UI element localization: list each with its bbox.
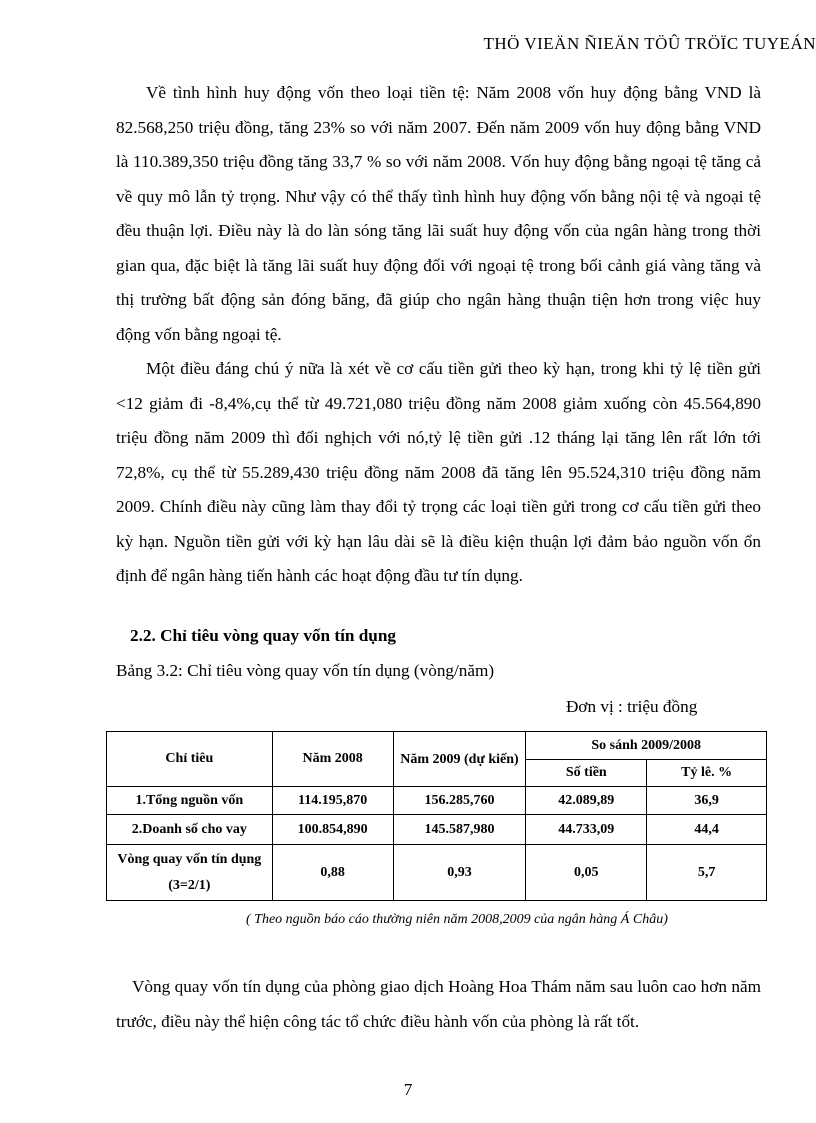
paragraph-deposit-structure: Một điều đáng chú ý nữa là xét về cơ cấu tiền gửi theo kỳ hạn, trong khi tỷ lệ tiền gửi <12 giảm đi -8,4%,cụ thể từ 49.721,080 triệu đồng năm 2008 giảm xuống còn 45.564,890 triệu đồng năm 2009 thì đối nghịch với nó,tỷ lệ tiền gửi .12 tháng lại tăng lên rất lớn tới 72,8%, cụ thể từ 55.289,430 triệu đồng năm 2008 đã tăng lên 95.524,310 triệu đồng năm 2009. Chính điều này cũng làm thay đổi tỷ trọng các loại tiền gửi trong cơ cấu tiền gửi theo kỳ hạn. Nguồn tiền gửi với kỳ hạn lâu dài sẽ là điều kiện thuận lợi đảm bảo nguồn vốn ổn định để ngân hàng tiến hành các hoạt động đầu tư tín dụng. — [116, 359, 761, 585]
paragraph-capital-by-currency: Về tình hình huy động vốn theo loại tiền tệ: Năm 2008 vốn huy động bằng VND là 82.568,250 triệu đồng, tăng 23% so với năm 2007. Đến năm 2009 vốn huy động bằng VND là 110.389,350 triệu đồng tăng 33,7 % so với năm 2008. Vốn huy động bằng ngoại tệ tăng cả về quy mô lẫn tỷ trọng. Như vậy có thể thấy tình hình huy động vốn bằng nội tệ và ngoại tệ đều thuận lợi. Điều này là do làn sóng tăng lãi suất huy động vốn của ngân hàng trong thời gian qua, đặc biệt là tăng lãi suất huy động đối với ngoại tệ trong bối cảnh giá vàng tăng và thị trường bất động sản đóng băng, đã giúp cho ngân hàng thuận tiện hơn trong việc huy động vốn bằng ngoại tệ. — [116, 83, 761, 344]
cell-indicator: Vòng quay vốn tín dụng (3=2/1) — [107, 845, 273, 901]
cell-ratio: 5,7 — [647, 845, 767, 901]
header-amount: Số tiền — [526, 760, 647, 787]
cell-2009: 156.285,760 — [393, 787, 526, 815]
cell-ratio: 44,4 — [647, 815, 767, 845]
table-caption: Bảng 3.2: Chỉ tiêu vòng quay vốn tín dụng (vòng/năm) — [116, 661, 495, 680]
cell-amount: 44.733,09 — [526, 815, 647, 845]
header-year-2009: Năm 2009 (dự kiến) — [393, 732, 526, 787]
table-row — [107, 845, 767, 901]
cell-2008: 0,88 — [272, 845, 393, 901]
table-row — [107, 815, 767, 845]
unit-label: Đơn vị : triệu đồng — [566, 697, 698, 716]
page-number: 7 — [403, 1080, 413, 1099]
table-source-note: ( Theo nguồn báo cáo thường niên năm 2008,2009 của ngân hàng Á Châu) — [246, 912, 668, 927]
header-indicator: Chỉ tiêu — [107, 732, 273, 787]
table-row — [107, 787, 767, 815]
cell-2009: 145.587,980 — [393, 815, 526, 845]
cell-indicator: 2.Doanh số cho vay — [107, 815, 273, 845]
closing-paragraph: Vòng quay vốn tín dụng của phòng giao dịch Hoàng Hoa Thám năm sau luôn cao hơn năm trước, điều này thể hiện công tác tổ chức điều hành vốn của phòng là rất tốt. — [116, 977, 761, 1031]
header-year-2008: Năm 2008 — [272, 732, 393, 787]
cell-ratio: 36,9 — [647, 787, 767, 815]
closing-text — [116, 970, 761, 1039]
header-comparison: So sánh 2009/2008 — [526, 732, 767, 760]
section-title: 2.2. Chỉ tiêu vòng quay vốn tín dụng — [130, 626, 397, 645]
cell-indicator: 1.Tổng nguồn vốn — [107, 787, 273, 815]
cell-2009: 0,93 — [393, 845, 526, 901]
page-header: THÖ VIEÄN ÑIEÄN TÖÛ TRÖÏC TUYEÁN — [483, 34, 816, 53]
cell-amount: 0,05 — [526, 845, 647, 901]
credit-turnover-table — [106, 731, 767, 901]
cell-2008: 114.195,870 — [272, 787, 393, 815]
header-ratio: Tỷ lê. % — [647, 760, 767, 787]
cell-2008: 100.854,890 — [272, 815, 393, 845]
body-text — [116, 76, 761, 594]
cell-amount: 42.089,89 — [526, 787, 647, 815]
